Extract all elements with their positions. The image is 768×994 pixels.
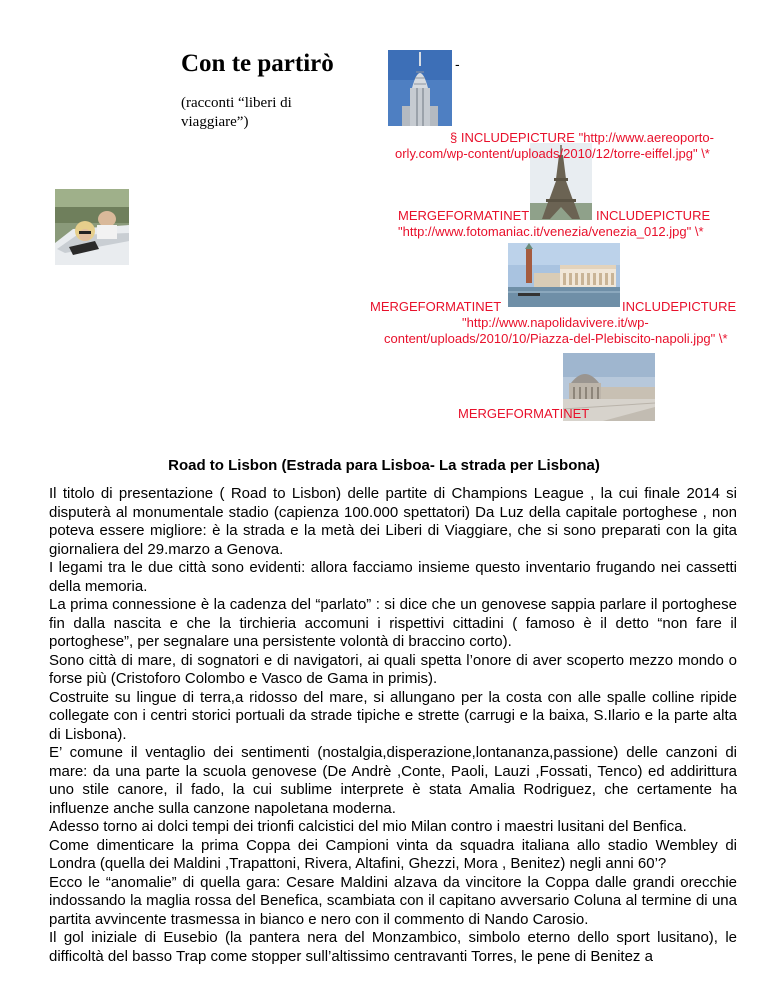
field-code-3: MERGEFORMATINET — [398, 208, 530, 223]
document-subtitle: (racconti “liberi di viaggiare”) — [181, 95, 292, 130]
field-code-5: "http://www.fotomaniac.it/venezia/venezia_012.jpg" \* — [398, 224, 704, 239]
field-code-4: INCLUDEPICTURE — [596, 208, 711, 223]
paragraph: Adesso torno ai dolci tempi dei trionfi calcistici del mio Milan contro i maestri lusitani del Benfica. — [49, 818, 687, 835]
field-code-7: INCLUDEPICTURE — [622, 299, 737, 314]
field-code-6: MERGEFORMATINET — [370, 299, 502, 314]
paragraph: Costruite su lingue di terra,a ridosso del mare, si allungano per la costa con alle spalle colline ripide collegate con i centri storici portuali da strade tipiche e strette (carrugi e la baixa, S.Ilario e la parte alta di Lisbona). — [49, 688, 737, 743]
paragraph: Sono città di mare, di sognatori e di navigatori, ai quali spetta l’onore di aver scoperto mezzo mondo o forse più (Cristoforo Colombo e Vasco de Gama in primis). — [49, 651, 737, 687]
field-code-9: content/uploads/2010/10/Piazza-del-Plebiscito-napoli.jpg" \* — [384, 331, 728, 346]
chrysler-building-photo — [388, 50, 452, 126]
field-code-2: orly.com/wp-content/uploads/2010/12/torre-eiffel.jpg" \* — [395, 146, 710, 161]
article-body — [49, 485, 737, 966]
paragraph: Il titolo di presentazione ( Road to Lisbon) delle partite di Champions League , la cui finale 2014 si disputerà al monumentale stadio (capienza 100.000 spettatori) Da Luz della capitale portoghese , non poteva essere migliore: è la strada e la metà dei Liberi di Viaggiare, che si sono preparati con la gita giornaliera del 29.marzo a Genova. — [49, 485, 737, 558]
field-code-8: "http://www.napolidavivere.it/wp- — [462, 315, 649, 330]
document-title: Con te partirò — [181, 50, 334, 77]
field-code-1: § INCLUDEPICTURE "http://www.aereoporto- — [450, 130, 714, 145]
article-heading: Road to Lisbon (Estrada para Lisboa- La strada per Lisbona) — [168, 457, 600, 474]
paragraph: La prima connessione è la cadenza del “parlato” : si dice che un genovese sappia parlare il portoghese fin dalla nascita e che la tirchieria accomuni i rispettivi cittadini ( famoso è il detto “non fare il portoghese”, per segnalare una persistente volontà di braccino corto). — [49, 596, 737, 650]
venice-photo — [508, 243, 620, 307]
paragraph: Ecco le “anomalie” di quella gara: Cesare Maldini alzava da vincitore la Coppa dalle grandi orecchie indossando la maglia rossa del Benefica, scambiata con il capitano avversario Coluna al termine di una partita avvincente trasmessa in bianco e nero con il commento di Nando Carosio. — [49, 873, 737, 928]
paragraph: Il gol iniziale di Eusebio (la pantera nera del Monzambico, simbolo eterno dello sport lusitano), le difficoltà del basso Trap come stopper sull’altissimo centravanti Torres, le pene di Benitez a — [49, 929, 737, 965]
stray-dash: - — [455, 56, 460, 72]
car-photo — [55, 189, 129, 265]
paragraph: Come dimenticare la prima Coppa dei Campioni vinta da squadra italiana allo stadio Wembley di Londra (quella dei Maldini ,Trapattoni, Rivera, Altafini, Ghezzi, Mora , Benitez) negli anni 60’? — [49, 836, 737, 872]
field-code-10: MERGEFORMATINET — [458, 406, 590, 421]
paragraph: I legami tra le due città sono evidenti: allora facciamo insieme questo inventario frugando nei cassetti della memoria. — [49, 559, 737, 595]
paragraph: E’ comune il ventaglio dei sentimenti (nostalgia,disperazione,lontananza,passione) delle canzoni di mare: da una parte la scuola genovese (De Andrè ,Conte, Paoli, Lauzi ,Fossati, Tenco) ed addirittura uno stile canore, il fado, la cui sublime interprete è stata Amalia Rodriguez, che certamente ha influenze anche sulla canzone napoletana moderna. — [49, 744, 737, 817]
